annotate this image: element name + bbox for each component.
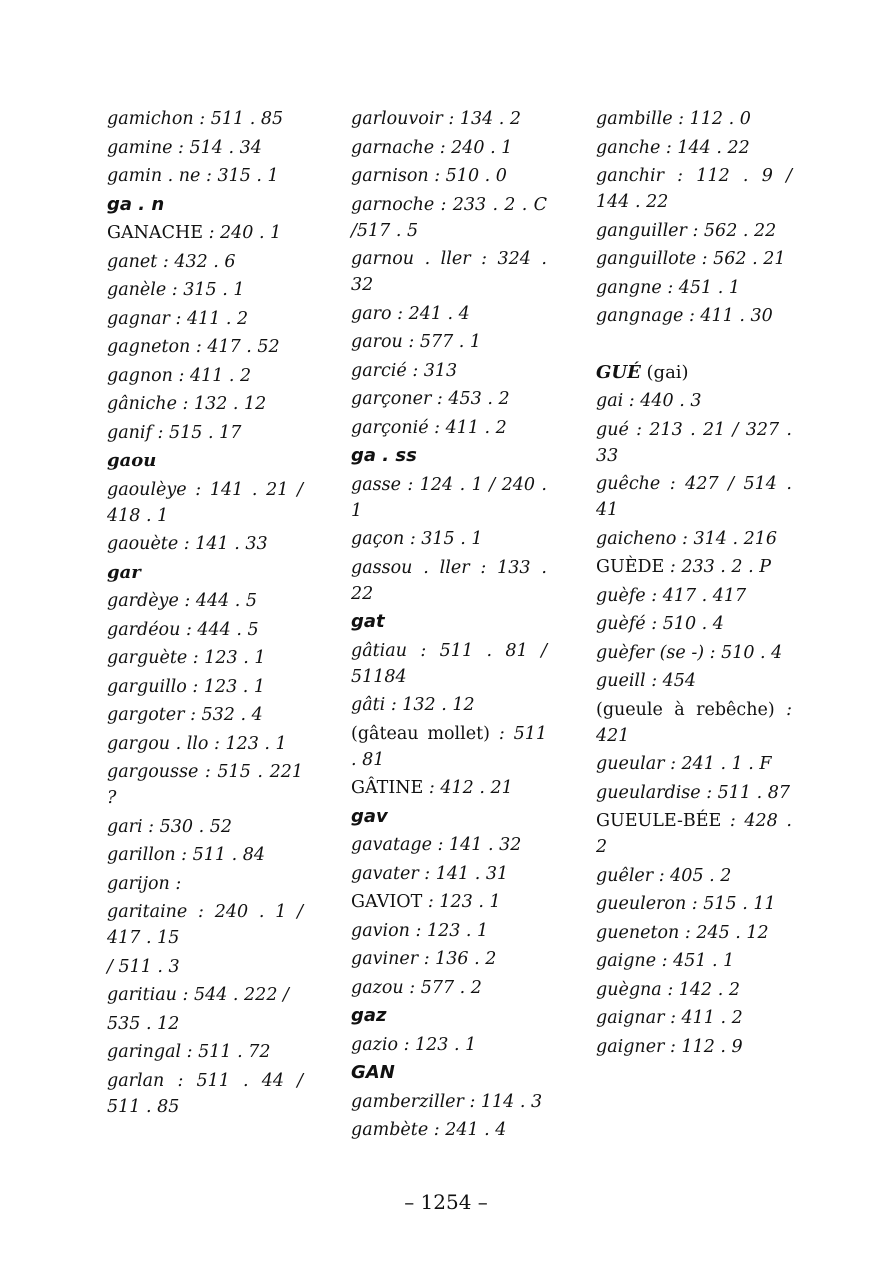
entry-reference: 535 . 12	[107, 1013, 180, 1034]
index-entry	[351, 329, 547, 355]
index-entry	[351, 246, 547, 298]
index-entry	[596, 920, 792, 946]
entry-headword: garitiau	[107, 985, 177, 1005]
entry-headword: garillon	[107, 845, 176, 865]
entry-headword: gamberziller	[351, 1091, 464, 1112]
section-heading	[351, 609, 547, 635]
entry-headword: gassou . ller	[351, 557, 470, 578]
entry-reference: : 240 . 1	[434, 137, 513, 158]
index-entry	[107, 1039, 303, 1065]
entry-headword: gamichon	[107, 109, 194, 129]
index-entry	[107, 588, 303, 614]
entry-reference: : 123 . 1	[422, 892, 501, 912]
index-entry	[596, 977, 792, 1003]
entry-headword: gavion	[351, 920, 410, 941]
entry-headword: garguillo	[107, 676, 187, 697]
entry-reference: : 233 . 2 . P	[664, 557, 772, 577]
entry-reference: : 511 . 81	[351, 723, 547, 770]
entry-reference: : 314 . 216	[676, 528, 777, 549]
entry-reference: : 577 . 2	[403, 977, 482, 998]
index-entry	[107, 249, 303, 275]
entry-headword: guèfé	[596, 614, 646, 634]
index-entry	[107, 106, 303, 132]
index-entry	[596, 163, 792, 215]
entry-headword: garnison	[351, 166, 429, 186]
entry-reference: : 313	[406, 360, 458, 381]
entry-reference: / 511 . 3	[107, 956, 180, 977]
entry-headword: ganchir	[596, 166, 664, 186]
entry-headword: garlouvoir	[351, 109, 443, 129]
entry-headword: ganguiller	[596, 220, 687, 241]
index-entry	[351, 918, 547, 944]
entry-reference: : 411 . 30	[683, 306, 773, 326]
index-column-1	[107, 106, 303, 1122]
index-entry	[596, 863, 792, 889]
entry-headword: gavater	[351, 863, 419, 884]
index-entry	[596, 1034, 792, 1060]
index-entry	[596, 1005, 792, 1031]
entry-reference: : 141 . 21 / 418 . 1	[107, 479, 303, 526]
entry-reference: : 511 . 85	[193, 109, 284, 129]
index-entry	[351, 555, 547, 607]
entry-reference: : 315 . 1	[404, 529, 483, 549]
index-entry	[596, 780, 792, 806]
entry-headword: garnou . ller	[351, 249, 471, 269]
entry-reference: : 141 . 33	[178, 534, 268, 554]
entry-headword: GUÈDE	[596, 557, 665, 577]
index-entry	[107, 277, 303, 303]
index-entry	[351, 775, 547, 801]
index-entry	[351, 526, 547, 552]
index-entry	[596, 417, 792, 469]
entry-reference: : 144 . 22	[660, 137, 750, 158]
section-heading	[351, 1060, 547, 1086]
entry-reference: : 411 . 2	[428, 417, 507, 438]
index-entry	[351, 832, 547, 858]
index-entry	[351, 415, 547, 441]
entry-headword: garnache	[351, 137, 435, 158]
index-entry	[351, 106, 547, 132]
entry-reference: : 114 . 3	[463, 1091, 543, 1112]
entry-headword: GAVIOT	[351, 892, 423, 912]
entry-reference: : 432 . 6	[157, 251, 236, 272]
entry-headword: GÂTINE	[351, 778, 424, 798]
section-heading	[107, 448, 303, 474]
section-heading	[596, 360, 792, 386]
entry-reference: : 132 . 12	[385, 695, 475, 715]
entry-headword: gaouète	[107, 534, 179, 554]
entry-headword: (gâteau mollet)	[351, 723, 490, 744]
entry-reference: : 124 . 1 / 240 . 1	[351, 474, 547, 521]
entry-reference: : 315 . 1	[200, 166, 279, 186]
entry-headword: gaigne	[596, 951, 657, 971]
entry-headword: gaicheno	[596, 528, 677, 549]
entry-reference: : 141 . 32	[431, 835, 522, 855]
entry-headword: gazou	[351, 977, 404, 998]
entry-headword: gâti	[351, 695, 386, 715]
entry-headword: garitaine	[107, 902, 188, 922]
index-entry	[351, 861, 547, 887]
entry-reference: : 515 . 17	[151, 422, 242, 443]
index-entry	[596, 808, 792, 860]
entry-headword: garnoche	[351, 194, 435, 215]
entry-reference: : 427 / 514 . 41	[596, 474, 792, 520]
entry-reference: : 562 . 22	[686, 220, 777, 241]
index-entry	[351, 1032, 547, 1058]
index-entry	[107, 842, 303, 868]
entry-headword: garingal	[107, 1042, 182, 1062]
entry-reference: : 510 . 0	[428, 166, 507, 186]
index-column-2	[351, 106, 547, 1146]
entry-headword: gueular	[596, 754, 665, 774]
entry-headword: garo	[351, 303, 392, 324]
entry-reference: : 511 . 84	[175, 845, 265, 865]
index-entry	[596, 891, 792, 917]
entry-headword: ganguillote	[596, 249, 697, 269]
index-entry	[351, 638, 547, 690]
index-entry	[596, 135, 792, 161]
entry-headword: gamin . ne	[107, 166, 201, 186]
entry-reference: : 405 . 2	[653, 865, 732, 886]
entry-reference: : 411 . 2	[664, 1008, 743, 1028]
entry-headword: guêler	[596, 865, 654, 886]
entry-headword: garlan	[107, 1070, 165, 1091]
index-entry	[107, 363, 303, 389]
index-entry	[107, 1068, 303, 1120]
entry-reference: : 245 . 12	[679, 922, 769, 943]
entry-reference: : 515 . 11	[686, 894, 776, 914]
entry-reference: : 411 . 2	[172, 365, 252, 386]
entry-reference: : 421	[596, 699, 792, 746]
index-entry	[107, 477, 303, 529]
section-heading	[107, 192, 303, 218]
section-heading-text: gar	[107, 561, 141, 583]
index-entry	[596, 471, 792, 523]
index-entry	[596, 218, 792, 244]
index-entry	[351, 692, 547, 718]
entry-reference: : 132 . 12	[176, 394, 267, 414]
section-heading-text: ga . n	[107, 193, 165, 215]
section-heading	[351, 804, 547, 830]
entry-headword: gagnar	[107, 308, 170, 329]
index-entry	[351, 163, 547, 189]
index-entry	[351, 358, 547, 384]
index-entry	[107, 674, 303, 700]
entry-reference: : 515 . 221 ?	[107, 762, 303, 808]
entry-reference: : 411 . 2	[169, 308, 249, 329]
section-heading-text: gav	[351, 805, 388, 827]
section-gap	[596, 332, 792, 360]
entry-headword: gargousse	[107, 762, 199, 782]
entry-reference: : 123 . 1	[208, 733, 287, 754]
entry-reference: : 510 . 4	[645, 614, 724, 634]
entry-reference: : 241 . 1 . F	[664, 754, 772, 774]
entry-reference: : 136 . 2	[418, 949, 497, 969]
entry-headword: gambille	[596, 109, 673, 129]
index-entry	[596, 388, 792, 414]
index-entry	[107, 420, 303, 446]
index-entry	[351, 386, 547, 412]
entry-headword: ganif	[107, 422, 152, 443]
entry-headword: gaignar	[596, 1008, 665, 1028]
entry-reference: : 123 . 1	[186, 676, 266, 697]
entry-reference: : 241 . 4	[428, 1120, 507, 1140]
section-heading-text: GUÉ	[596, 361, 641, 383]
index-entry	[351, 889, 547, 915]
entry-reference: : 417 . 417	[645, 585, 747, 606]
entry-reference: : 454	[645, 671, 697, 691]
entry-reference: : 112 . 9	[664, 1036, 743, 1057]
index-column-3	[596, 106, 792, 1062]
index-entry	[596, 751, 792, 777]
entry-reference: : 141 . 31	[418, 863, 509, 884]
index-entry	[107, 899, 303, 951]
entry-headword: gavatage	[351, 835, 432, 855]
index-entry	[596, 303, 792, 329]
entry-reference: : 453 . 2	[431, 389, 510, 409]
entry-headword: GANACHE	[107, 223, 203, 243]
entry-reference: : 511 . 87	[700, 782, 791, 803]
entry-headword: gargoter	[107, 705, 185, 725]
entry-headword: gagnon	[107, 365, 173, 386]
entry-headword: garçonié	[351, 417, 429, 438]
entry-reference: : 444 . 5	[178, 591, 258, 611]
index-entry	[107, 645, 303, 671]
entry-headword: (gueule à rebêche)	[596, 699, 775, 720]
section-heading	[351, 1003, 547, 1029]
entry-headword: gueill	[596, 671, 646, 691]
index-entry	[596, 526, 792, 552]
index-entry	[596, 554, 792, 580]
entry-reference: : 123 . 1	[187, 648, 266, 668]
index-entry	[351, 472, 547, 524]
entry-headword: guêche	[596, 474, 661, 494]
section-heading-text: ga . ss	[351, 445, 417, 466]
entry-reference: : 428 . 2	[596, 811, 792, 857]
index-entry	[107, 871, 303, 897]
index-entry	[596, 697, 792, 749]
entry-reference: : 451 . 1	[661, 277, 740, 298]
entry-reference: : 511 . 44 / 511 . 85	[107, 1070, 303, 1117]
index-entry	[107, 163, 303, 189]
entry-headword: gueulardise	[596, 782, 701, 803]
entry-headword: gasse	[351, 474, 401, 495]
entry-reference: : 577 . 1	[402, 332, 482, 352]
entry-reference: : 544 . 222 /	[176, 985, 289, 1005]
entry-headword: garijon	[107, 873, 170, 894]
entry-headword: gâniche	[107, 394, 177, 414]
entry-headword: gardéou	[107, 619, 181, 640]
entry-headword: garçoner	[351, 389, 432, 409]
entry-headword: gargou . llo	[107, 733, 209, 754]
index-entry	[351, 946, 547, 972]
index-entry	[351, 721, 547, 773]
entry-reference: : 142 . 2	[661, 979, 740, 1000]
entry-headword: gâtiau	[351, 640, 407, 661]
index-entry	[107, 702, 303, 728]
index-entry	[107, 334, 303, 360]
index-entry	[107, 135, 303, 161]
index-entry	[107, 1011, 303, 1037]
index-entry	[107, 306, 303, 332]
entry-reference: :	[169, 873, 182, 894]
index-entry	[351, 301, 547, 327]
entry-headword: gueuleron	[596, 894, 687, 914]
entry-reference: : 511 . 72	[181, 1042, 271, 1062]
entry-headword: guègna	[596, 979, 662, 1000]
index-entry	[351, 192, 547, 244]
section-heading-text: GAN	[351, 1062, 395, 1083]
entry-reference: : 112 . 9 / 144 . 22	[596, 166, 792, 212]
entry-reference: : 233 . 2 . C /517 . 5	[351, 194, 547, 241]
index-entry	[596, 611, 792, 637]
entry-reference: : 324 . 32	[351, 249, 547, 295]
section-heading-gloss: (gai)	[640, 361, 689, 383]
entry-reference: : 213 . 21 / 327 . 33	[596, 419, 792, 466]
section-heading-text: gat	[351, 611, 385, 632]
index-entry	[107, 617, 303, 643]
index-entry	[596, 948, 792, 974]
index-entry	[107, 391, 303, 417]
index-entry	[596, 583, 792, 609]
section-heading	[351, 443, 547, 469]
entry-headword: gari	[107, 816, 143, 837]
entry-headword: gagneton	[107, 337, 191, 357]
index-entry	[107, 759, 303, 811]
entry-reference: : 444 . 5	[180, 619, 259, 640]
entry-headword: ganche	[596, 137, 661, 158]
index-entry	[107, 731, 303, 757]
index-entry	[596, 275, 792, 301]
index-entry	[107, 220, 303, 246]
entry-headword: gangnage	[596, 306, 684, 326]
entry-reference: : 514 . 34	[172, 137, 262, 158]
section-heading	[107, 560, 303, 586]
entry-reference: : 123 . 1	[398, 1034, 477, 1055]
entry-headword: gazio	[351, 1034, 398, 1055]
index-entry	[596, 246, 792, 272]
entry-reference: : 451 . 1	[656, 951, 735, 971]
entry-reference: : 510 . 4	[704, 642, 783, 663]
entry-headword: garcié	[351, 360, 407, 381]
entry-reference: : 315 . 1	[166, 280, 245, 300]
entry-headword: gai	[596, 391, 624, 411]
index-entry	[351, 975, 547, 1001]
entry-reference: : 134 . 2	[442, 109, 522, 129]
index-entry	[107, 982, 303, 1008]
page-number: – 1254 –	[404, 1190, 488, 1214]
entry-headword: gaçon	[351, 529, 405, 549]
entry-headword: garou	[351, 332, 403, 352]
entry-reference: : 440 . 3	[623, 391, 702, 411]
entry-headword: guèfe	[596, 585, 646, 606]
entry-reference: : 112 . 0	[672, 109, 751, 129]
index-entry	[596, 640, 792, 666]
entry-reference: : 530 . 52	[142, 816, 232, 837]
entry-headword: gangne	[596, 277, 662, 298]
entry-headword: gaoulèye	[107, 479, 187, 500]
entry-reference: : 240 . 1	[203, 223, 282, 243]
entry-headword: gueneton	[596, 922, 680, 943]
entry-headword: ganèle	[107, 280, 167, 300]
entry-headword: gué	[596, 419, 629, 440]
entry-headword: garguète	[107, 648, 188, 668]
index-entry	[351, 1089, 547, 1115]
index-entry	[107, 954, 303, 980]
entry-headword: gaviner	[351, 949, 419, 969]
entry-headword: gardèye	[107, 591, 179, 611]
section-heading-text: gaou	[107, 450, 157, 471]
section-heading-text: gaz	[351, 1005, 387, 1026]
entry-headword: gambète	[351, 1120, 429, 1140]
entry-reference: : 133 . 22	[351, 557, 547, 604]
index-entry	[107, 814, 303, 840]
entry-headword: GUEULE-BÉE	[596, 811, 722, 831]
entry-reference: : 532 . 4	[184, 705, 263, 725]
index-entry	[351, 1117, 547, 1143]
index-entry	[351, 135, 547, 161]
entry-headword: gaigner	[596, 1036, 665, 1057]
index-entry	[107, 531, 303, 557]
entry-reference: : 412 . 21	[423, 778, 513, 798]
entry-reference: : 241 . 4	[391, 303, 470, 324]
index-entry	[596, 668, 792, 694]
entry-reference: : 562 . 21	[696, 249, 786, 269]
entry-headword: gamine	[107, 137, 173, 158]
entry-reference: : 240 . 1 / 417 . 15	[107, 902, 303, 948]
entry-reference: : 417 . 52	[190, 337, 280, 357]
entry-reference: : 123 . 1	[409, 920, 489, 941]
entry-headword: ganet	[107, 251, 158, 272]
entry-headword: guèfer (se -)	[596, 642, 705, 663]
entry-reference: : 511 . 81 / 51184	[351, 640, 547, 687]
index-entry	[596, 106, 792, 132]
